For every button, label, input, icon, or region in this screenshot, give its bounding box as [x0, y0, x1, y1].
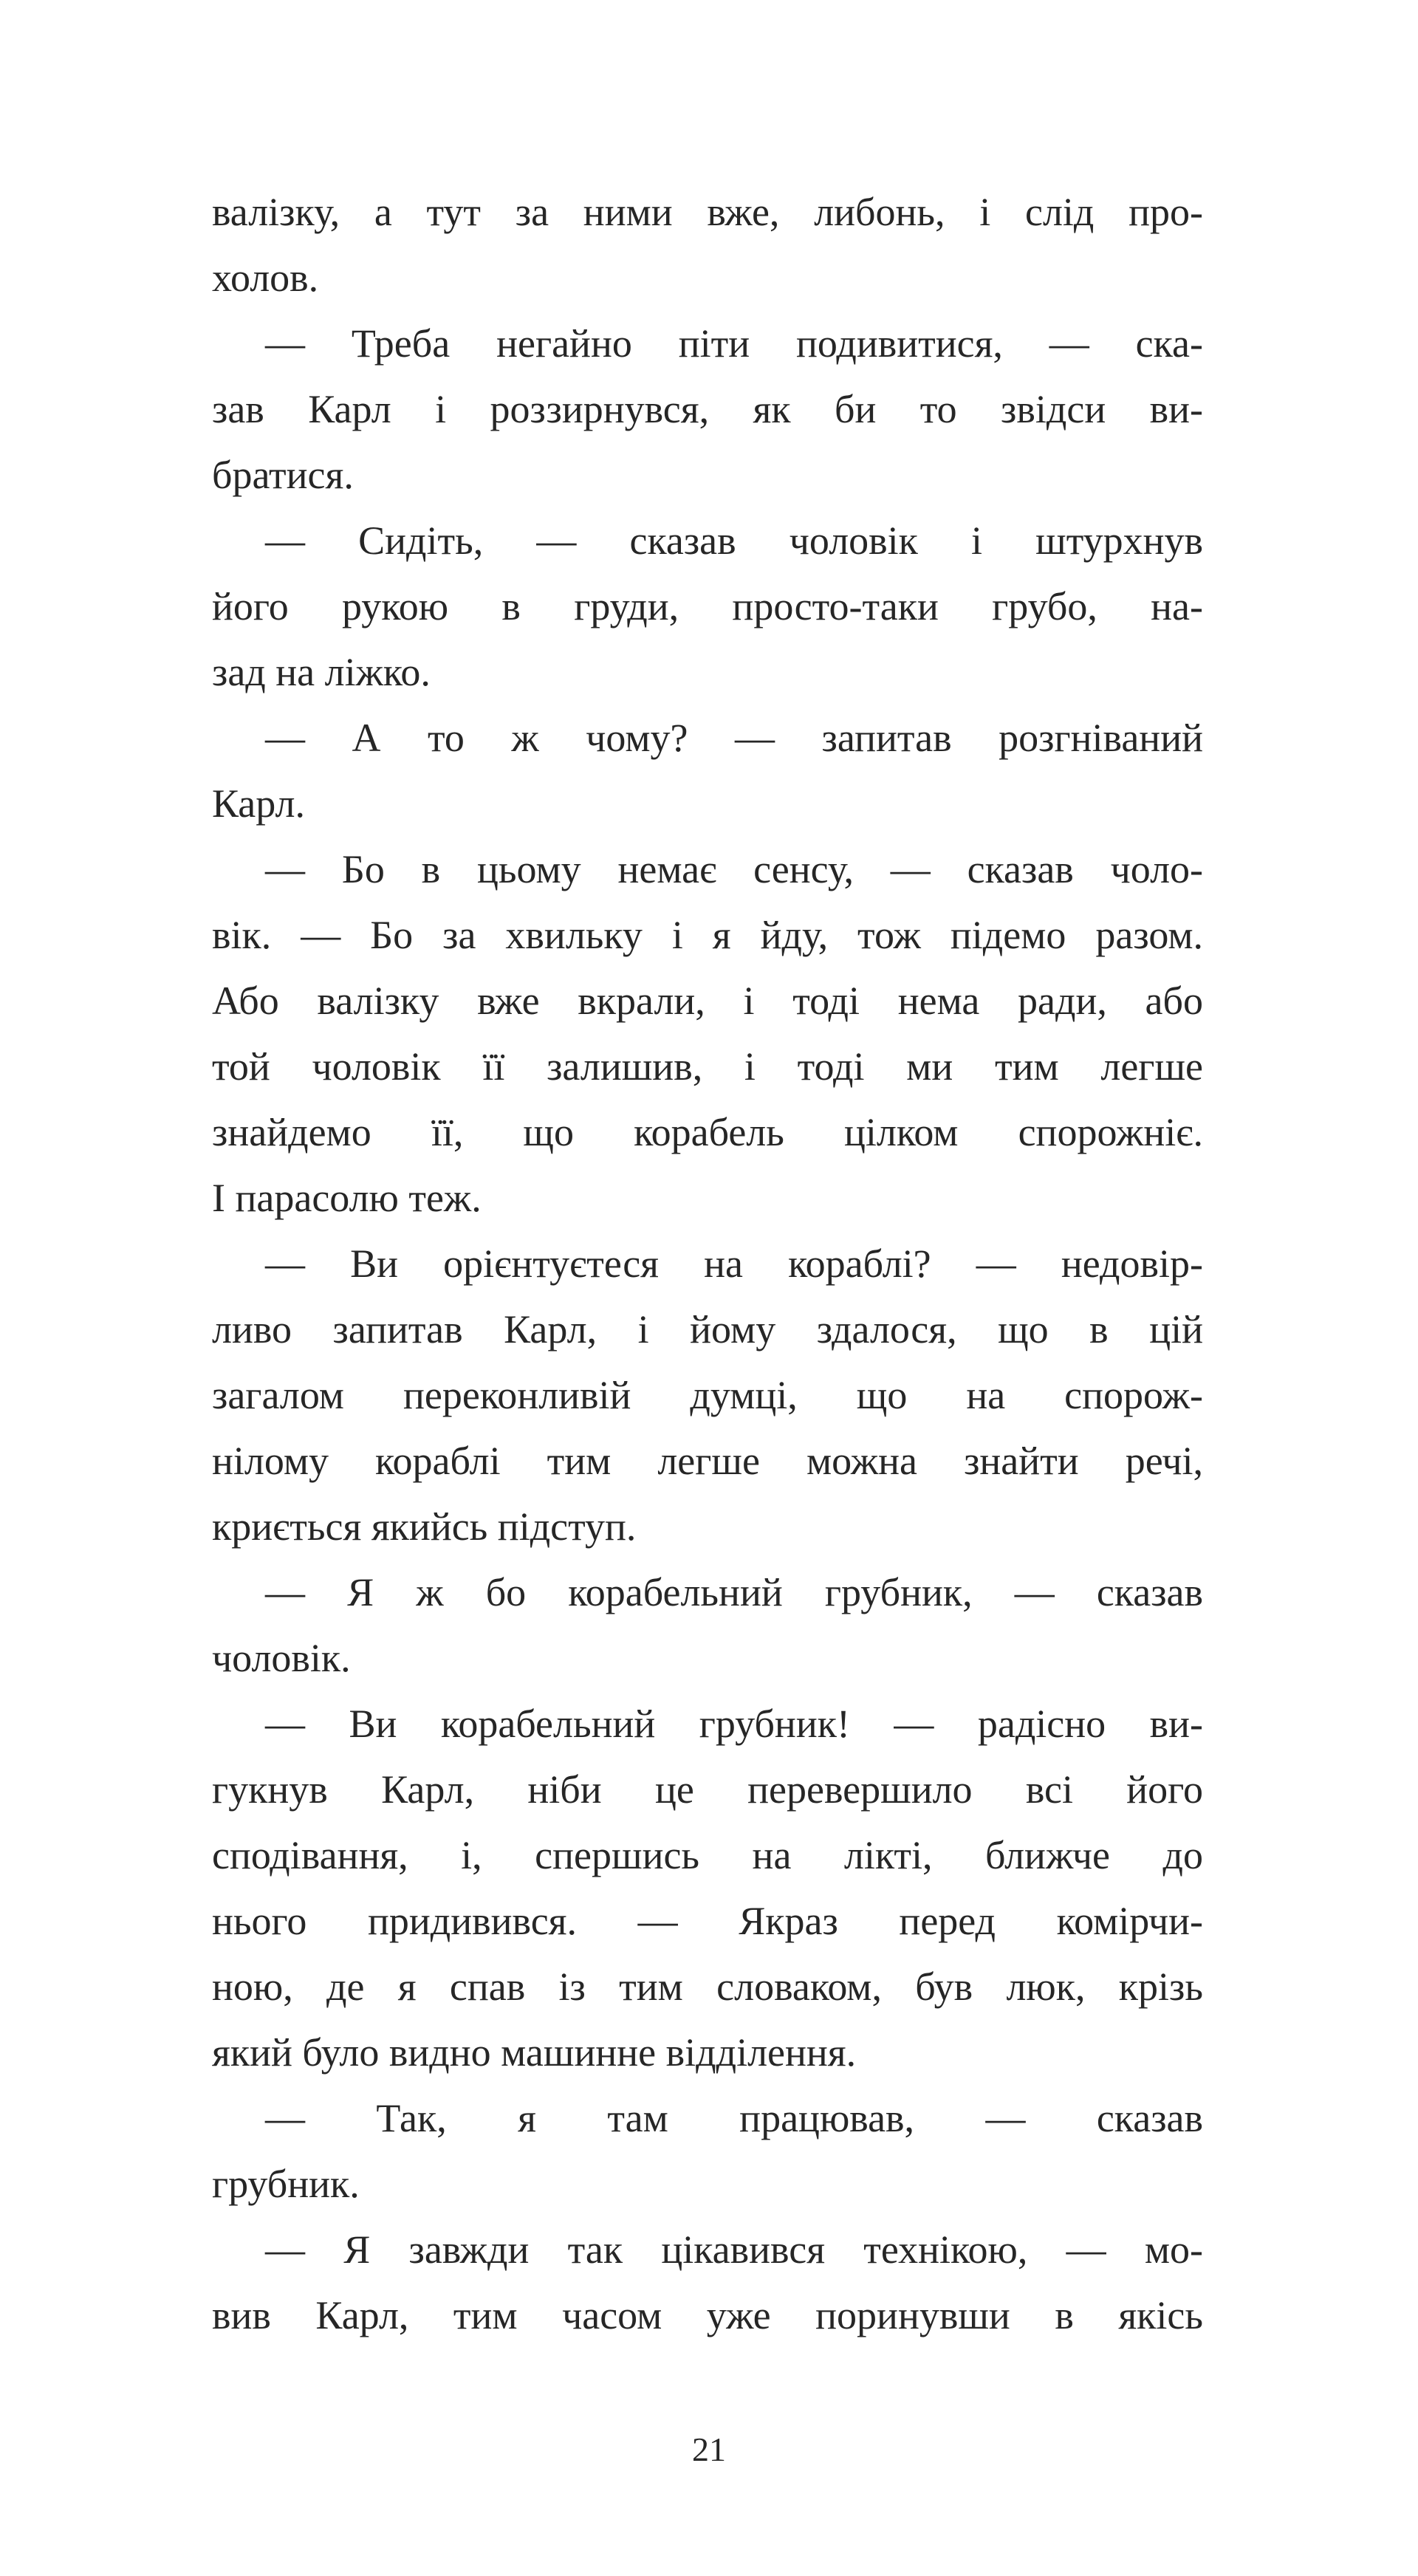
paragraph: [212, 2086, 1203, 2217]
paragraph: [212, 2217, 1203, 2349]
text-line: — А то ж чому? — запитав розгніваний: [265, 716, 1203, 760]
text-line: братися.: [212, 453, 354, 497]
text-line: ливо запитав Карл, і йому здалося, що в цій: [212, 1307, 1203, 1352]
text-line: — Так, я там працював, — сказав: [265, 2096, 1203, 2140]
page-number: 21: [692, 2431, 726, 2468]
text-line: вік. — Бо за хвильку і я йду, тож підемо разом.: [212, 913, 1203, 957]
text-line: чоловік.: [212, 1636, 351, 1680]
text-line: зав Карл і роззирнувся, як би то звідси ви-: [212, 387, 1203, 431]
text-line: сподівання, і, спершись на лікті, ближче до: [212, 1833, 1203, 1877]
paragraph: [212, 508, 1203, 705]
text-line: який було видно машинне відділення.: [212, 2030, 857, 2075]
paragraph: [212, 1560, 1203, 1691]
paragraph: [212, 837, 1203, 1231]
text-line: ною, де я спав із тим словаком, був люк, крізь: [212, 1964, 1203, 2009]
text-line: знайдемо її, що корабель цілком спорожніє.: [212, 1110, 1203, 1154]
text-line: зад на ліжко.: [212, 650, 431, 694]
text-line: І парасолю теж.: [212, 1176, 482, 1220]
text-line: його рукою в груди, просто-таки грубо, на-: [212, 584, 1203, 628]
text-line: — Треба негайно піти подивитися, — ска-: [265, 321, 1203, 366]
text-line: криється якийсь підступ.: [212, 1504, 637, 1549]
text-line: — Бо в цьому немає сенсу, — сказав чоло-: [265, 847, 1203, 891]
paragraph: [212, 311, 1203, 508]
text-line: той чоловік її залишив, і тоді ми тим легше: [212, 1044, 1203, 1089]
text-line: Карл.: [212, 781, 306, 826]
text-line: — Я завжди так цікавився технікою, — мо-: [265, 2227, 1203, 2272]
text-line: загалом переконливій думці, що на спорож-: [212, 1373, 1203, 1417]
text-line: — Я ж бо корабельний грубник, — сказав: [265, 1570, 1203, 1614]
text-line: холов.: [212, 256, 319, 300]
text-line: — Ви корабельний грубник! — радісно ви-: [265, 1702, 1203, 1746]
paragraph: [212, 1231, 1203, 1560]
paragraph: [212, 1691, 1203, 2086]
text-line: валізку, а тут за ними вже, либонь, і слід про-: [212, 190, 1203, 234]
paragraph: [212, 179, 1203, 311]
text-line: нього придивився. — Якраз перед комірчи-: [212, 1899, 1203, 1943]
text-line: — Ви орієнтуєтеся на кораблі? — недовір-: [265, 1241, 1203, 1286]
text-line: Або валізку вже вкрали, і тоді нема ради, або: [212, 979, 1203, 1023]
text-line: вив Карл, тим часом уже поринувши в якісь: [212, 2293, 1203, 2337]
text-line: — Сидіть, — сказав чоловік і штурхнув: [265, 518, 1203, 563]
text-line: грубник.: [212, 2162, 360, 2206]
book-page-text: [212, 179, 1203, 2349]
paragraph: [212, 705, 1203, 837]
text-line: гукнув Карл, ніби це перевершило всі його: [212, 1767, 1203, 1812]
text-line: нілому кораблі тим легше можна знайти речі,: [212, 1439, 1203, 1483]
